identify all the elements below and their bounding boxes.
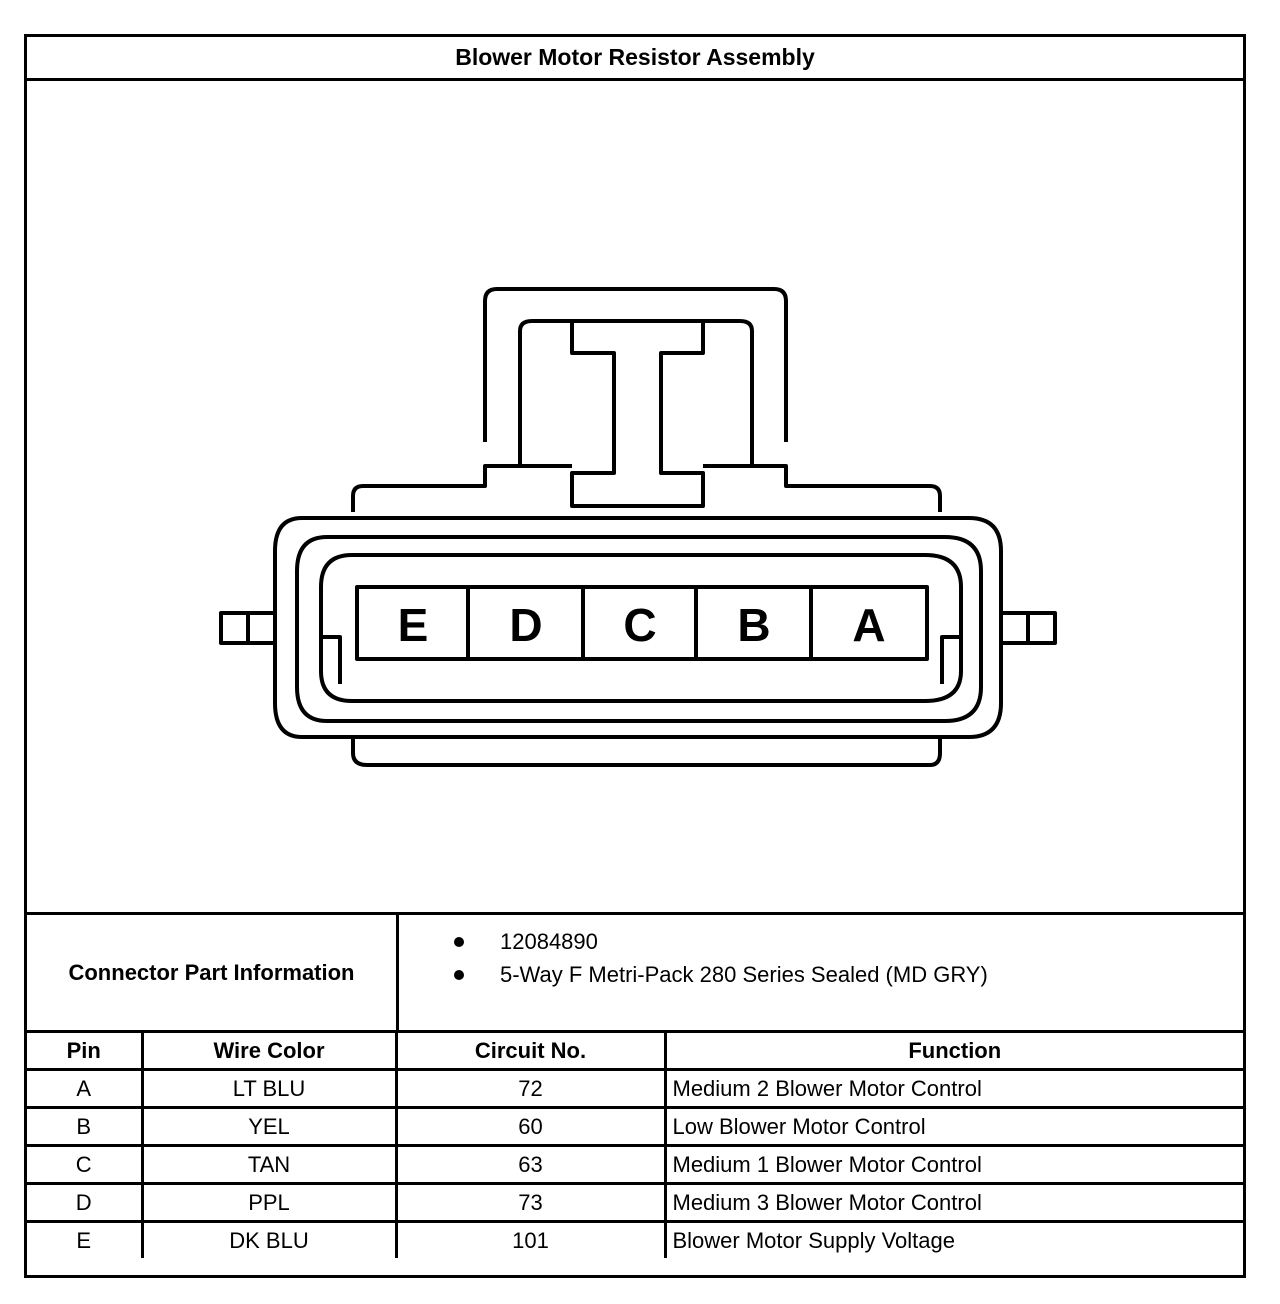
pin-cell: D [27, 1184, 142, 1222]
connector-drawing [27, 81, 1243, 915]
header-function: Function [665, 1032, 1243, 1070]
bullet-icon [454, 937, 464, 947]
list-item [454, 929, 598, 955]
table-header-row [27, 1032, 1243, 1070]
list-item [454, 962, 988, 988]
bullet-icon [454, 970, 464, 980]
circuit-cell: 63 [396, 1146, 665, 1184]
connector-info-list [399, 915, 1243, 1030]
connector-info-label: Connector Part Information [27, 915, 399, 1030]
page-title: Blower Motor Resistor Assembly [27, 37, 1243, 81]
pinout-table [27, 1030, 1243, 1258]
header-pin: Pin [27, 1032, 142, 1070]
circuit-cell: 72 [396, 1070, 665, 1108]
lock-tab-outer [485, 289, 786, 442]
table-row [27, 1184, 1243, 1222]
function-cell: Medium 3 Blower Motor Control [665, 1184, 1243, 1222]
header-wire-color: Wire Color [142, 1032, 396, 1070]
wire-color-cell: DK BLU [142, 1222, 396, 1259]
header-circuit: Circuit No. [396, 1032, 665, 1070]
connector-description: 5-Way F Metri-Pack 280 Series Sealed (MD GRY) [500, 962, 988, 987]
circuit-cell: 60 [396, 1108, 665, 1146]
function-cell: Low Blower Motor Control [665, 1108, 1243, 1146]
table-row [27, 1070, 1243, 1108]
connector-diagram [27, 81, 1243, 915]
wire-color-cell: LT BLU [142, 1070, 396, 1108]
latch-t [572, 321, 703, 506]
part-number: 12084890 [500, 929, 598, 954]
table-row [27, 1222, 1243, 1259]
pin-label-e: E [397, 599, 429, 651]
connector-sheet [24, 34, 1246, 1278]
pin-cell: B [27, 1108, 142, 1146]
table-row [27, 1146, 1243, 1184]
housing-top-step [353, 466, 572, 512]
function-cell: Blower Motor Supply Voltage [665, 1222, 1243, 1259]
wire-color-cell: TAN [142, 1146, 396, 1184]
pin-cell: A [27, 1070, 142, 1108]
function-cell: Medium 2 Blower Motor Control [665, 1070, 1243, 1108]
connector-info-section [27, 912, 1243, 1030]
wire-color-cell: YEL [142, 1108, 396, 1146]
pin-label-d: D [509, 599, 543, 651]
circuit-cell: 101 [396, 1222, 665, 1259]
circuit-cell: 73 [396, 1184, 665, 1222]
pin-label-a: A [852, 599, 886, 651]
wire-color-cell: PPL [142, 1184, 396, 1222]
housing-bottom-step [353, 737, 940, 765]
lock-tab-inner [520, 321, 752, 464]
table-row [27, 1108, 1243, 1146]
function-cell: Medium 1 Blower Motor Control [665, 1146, 1243, 1184]
pin-cell: C [27, 1146, 142, 1184]
pin-cell: E [27, 1222, 142, 1259]
pin-label-b: B [737, 599, 771, 651]
pin-label-c: C [623, 599, 657, 651]
